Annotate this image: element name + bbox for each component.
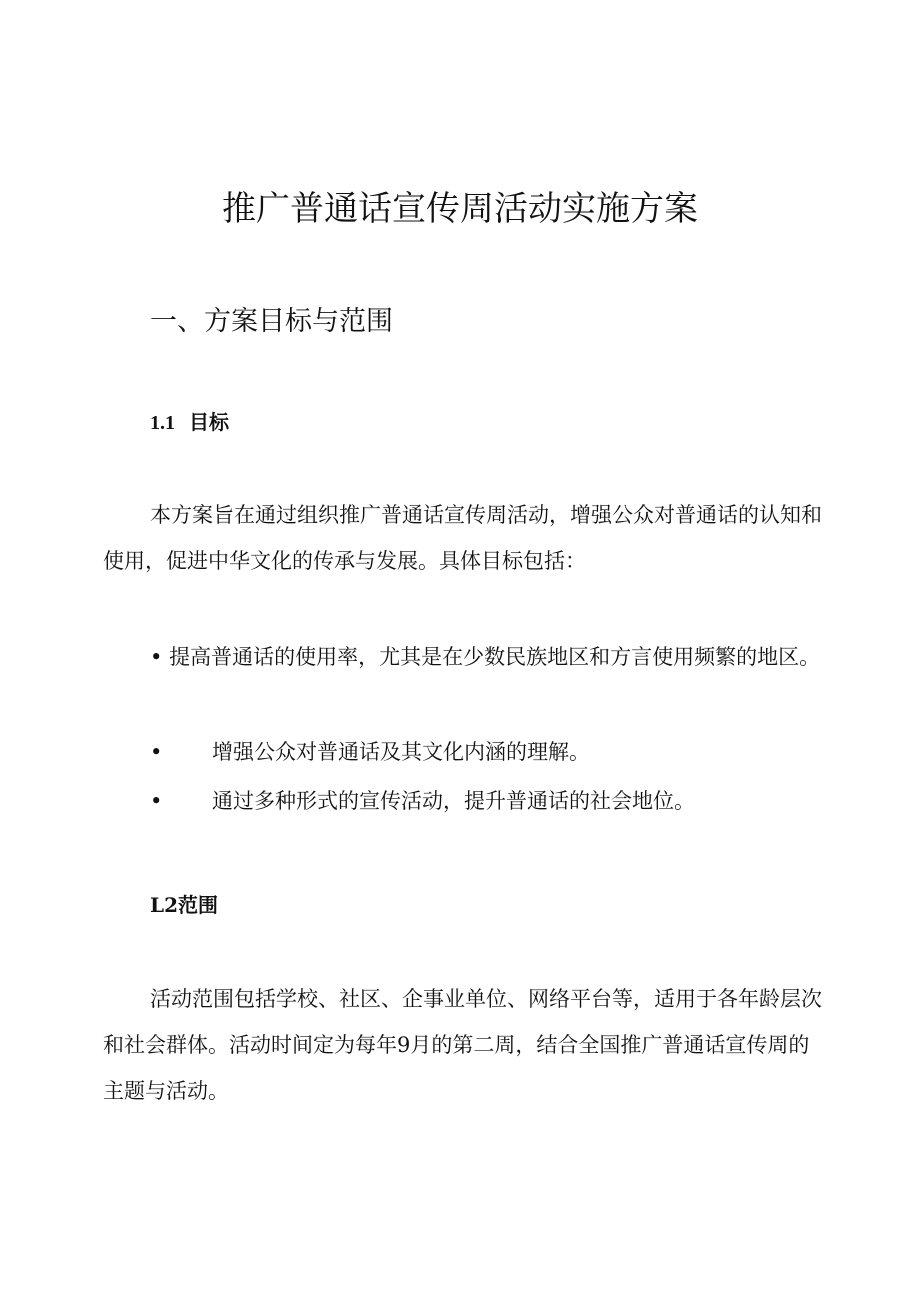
section-heading: 一、方案目标与范围: [150, 306, 393, 337]
goal-heading: [150, 406, 229, 435]
bullet-mark: •: [150, 789, 163, 813]
scope-paragraph: 活动范围包括学校、社区、企事业单位、网络平台等，适用于各年龄层次和社会群体。活动时间定为每年9月的第二周，结合全国推广普通话宣传周的主题与活动。: [103, 987, 822, 1103]
bullet-mark: •: [150, 645, 163, 669]
bullet-text: 增强公众对普通话及其文化内涵的理解。: [212, 740, 590, 764]
goal-bullet-1: [103, 634, 823, 680]
scope-heading: L2范围: [150, 893, 218, 917]
bullet-text: 提高普通话的使用率，尤其是在少数民族地区和方言使用频繁的地区。: [169, 645, 821, 669]
goal-bullet-3: [150, 786, 695, 816]
goal-intro-paragraph: 本方案旨在通过组织推广普通话宣传周活动，增强公众对普通话的认知和使用，促进中华文化的传承与发展。具体目标包括：: [103, 503, 822, 573]
goal-heading-number: 1.1: [150, 412, 175, 434]
goal-heading-label: 目标: [189, 410, 229, 434]
bullet-text: 通过多种形式的宣传活动，提升普通话的社会地位。: [212, 789, 695, 813]
bullet-mark: •: [150, 740, 163, 764]
goal-bullet-2: [150, 737, 590, 767]
document-title: 推广普通话宣传周活动实施方案: [222, 189, 698, 229]
